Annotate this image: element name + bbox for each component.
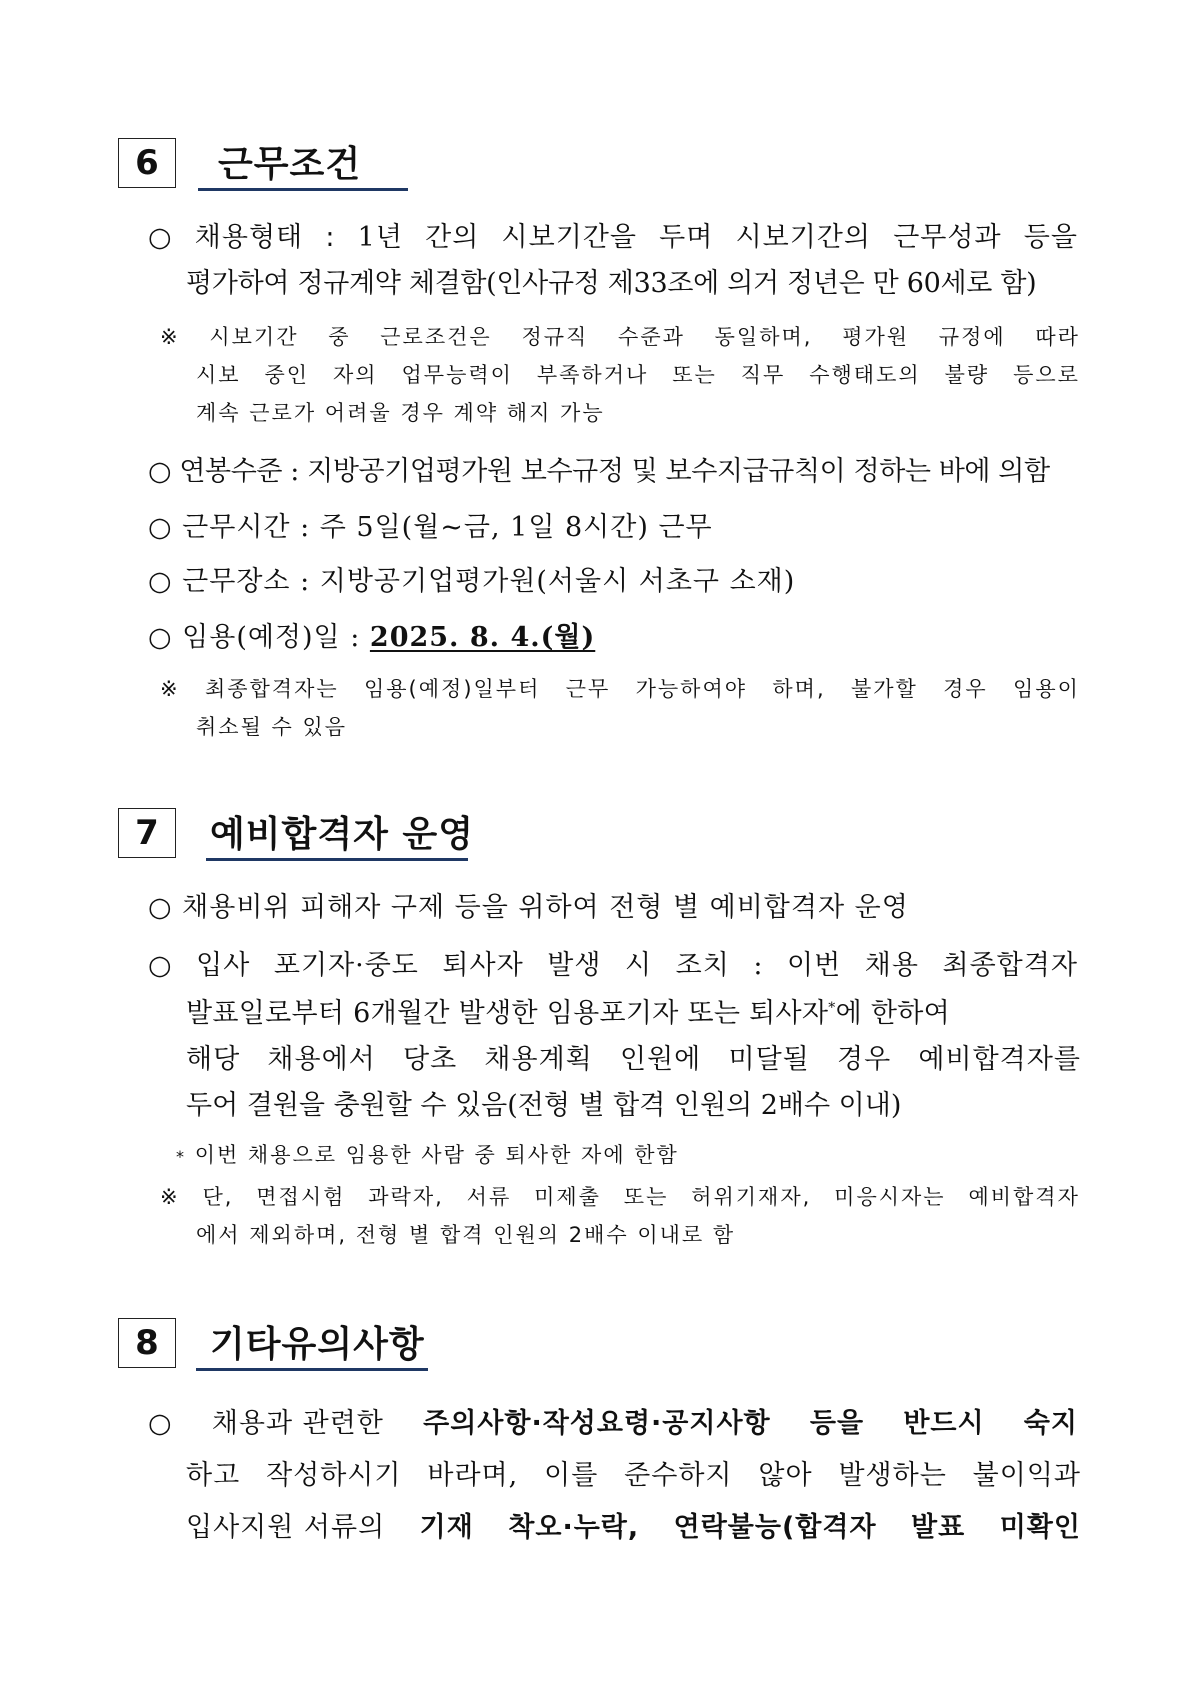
- section-7-header: [118, 808, 478, 868]
- section-number: 6: [118, 138, 176, 188]
- section-underline: [206, 858, 468, 861]
- dropout-line-3: 해당 채용에서 당초 채용계획 인원에 미달될 경우 예비합격자를: [186, 1044, 1081, 1075]
- probation-note-line-2: 시보 중인 자의 업무능력이 부족하거나 또는 직무 수행태도의 불량 등으로: [196, 363, 1080, 387]
- section-underline: [196, 1368, 428, 1371]
- section-8-header: [118, 1318, 438, 1378]
- section-title: 예비합격자 운영: [210, 814, 474, 855]
- dropout-line-2: 발표일로부터 6개월간 발생한 임용포기자 또는 퇴사자*에 한하여: [186, 998, 951, 1029]
- start-date-value: 2025. 8. 4.(월): [369, 622, 596, 653]
- notice-line-1: ○ 채용과 관련한 주의사항·작성요령·공지사항 등을 반드시 숙지: [148, 1408, 1078, 1439]
- start-date-note-line-1: ※ 최종합격자는 임용(예정)일부터 근무 가능하여야 하며, 불가할 경우 임용이: [160, 677, 1080, 701]
- employment-type-line: ○ 채용형태 : 1년 간의 시보기간을 두며 시보기간의 근무성과 등을: [148, 222, 1078, 253]
- salary-line: ○ 연봉수준 : 지방공기업평가원 보수규정 및 보수지급규칙이 정하는 바에 의함: [148, 456, 1050, 487]
- start-date-line: ○ 임용(예정)일 : 2025. 8. 4.(월): [148, 622, 596, 653]
- section-6-header: [118, 138, 408, 198]
- location-line: ○ 근무장소 : 지방공기업평가원(서울시 서초구 소재): [148, 566, 796, 597]
- dropout-note-line-1: ※ 단, 면접시험 과락자, 서류 미제출 또는 허위기재자, 미응시자는 예비합격자: [160, 1185, 1080, 1209]
- section-number: 7: [118, 808, 176, 858]
- notice-line-2: 하고 작성하시기 바라며, 이를 준수하지 않아 발생하는 불이익과: [186, 1460, 1081, 1491]
- probation-note-line-3: 계속 근로가 어려울 경우 계약 해지 가능: [196, 401, 605, 425]
- dropout-line-1: ○ 입사 포기자·중도 퇴사자 발생 시 조치 : 이번 채용 최종합격자: [148, 950, 1078, 981]
- employment-type-line-2: 평가하여 정규계약 체결함(인사규정 제33조에 의거 정년은 만 60세로 함): [186, 268, 1037, 299]
- probation-note-line-1: ※ 시보기간 중 근로조건은 정규직 수준과 동일하며, 평가원 규정에 따라: [160, 325, 1080, 349]
- dropout-footnote: * 이번 채용으로 임용한 사람 중 퇴사한 자에 한함: [176, 1143, 679, 1167]
- start-date-note-line-2: 취소될 수 있음: [196, 715, 348, 739]
- dropout-note-line-2: 에서 제외하며, 전형 별 합격 인원의 2배수 이내로 함: [196, 1223, 736, 1247]
- dropout-line-4: 두어 결원을 충원할 수 있음(전형 별 합격 인원의 2배수 이내): [186, 1090, 902, 1121]
- section-title: 근무조건: [218, 144, 362, 185]
- notice-line-3: 입사지원 서류의 기재 착오·누락, 연락불능(합격자 발표 미확인: [186, 1512, 1081, 1543]
- reserve-line: ○ 채용비위 피해자 구제 등을 위하여 전형 별 예비합격자 운영: [148, 892, 909, 923]
- section-title: 기타유의사항: [210, 1324, 425, 1365]
- section-number: 8: [118, 1318, 176, 1368]
- hours-line: ○ 근무시간 : 주 5일(월~금, 1일 8시간) 근무: [148, 512, 713, 543]
- section-underline: [198, 188, 408, 191]
